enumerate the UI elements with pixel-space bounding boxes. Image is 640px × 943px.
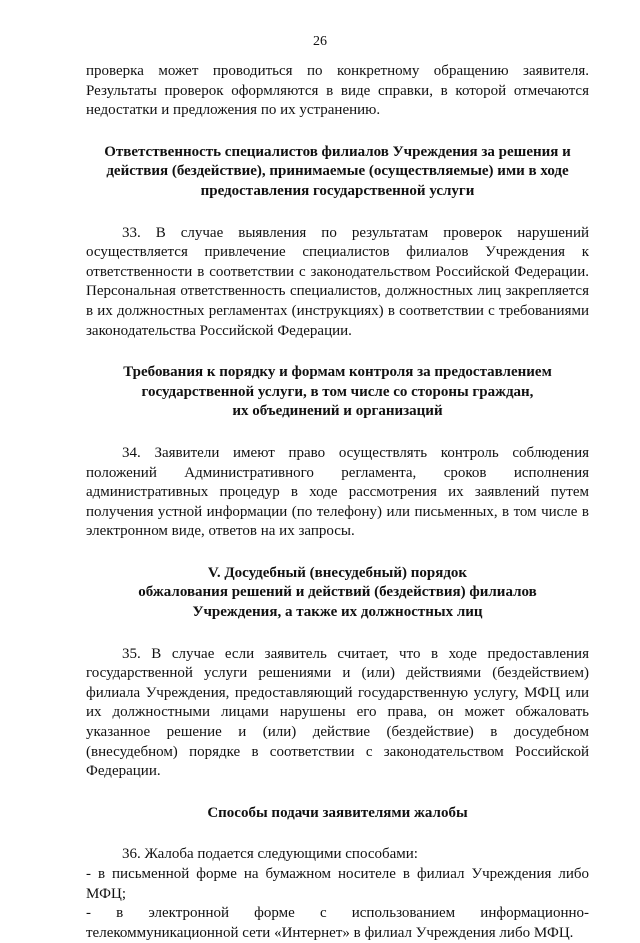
- heading-line: Требования к порядку и формам контроля за предоставлением: [123, 364, 552, 381]
- list-item-electronic: - в электронной форме с использованием информационно-телекоммуникационной сети «Интернет» в филиал Учреждения либо МФЦ.: [86, 905, 589, 941]
- paragraph-36: 36. Жалоба подается следующими способами:: [122, 846, 418, 863]
- heading-complaint-methods: Способы подачи заявителями жалобы: [207, 804, 468, 821]
- paragraph-33: 33. В случае выявления по результатам проверок нарушений осуществляется привлечение специалистов филиалов Учреждения к ответственности в соответствии с законодательством Российской Федерации. Персональная ответственность специалистов, должностных лиц закрепляется в их должностных регламентах (инструкциях) в соответствии с требованиями законодательства Российской Федерации.: [86, 224, 589, 339]
- heading-line: V. Досудебный (внесудебный) порядок: [207, 564, 468, 581]
- heading-line: их объединений и организаций: [232, 403, 443, 420]
- heading-line: государственной услуги, в том числе со стороны граждан,: [141, 383, 534, 400]
- heading-line: обжалования решений и действий (бездействия) филиалов: [138, 584, 537, 601]
- heading-control-requirements: [86, 363, 589, 422]
- heading-line: Учреждения, а также их должностных лиц: [192, 604, 483, 621]
- document-body: [86, 62, 589, 943]
- page-number: 26: [313, 34, 327, 49]
- heading-line: предоставления государственной услуги: [200, 182, 475, 199]
- heading-line: Ответственность специалистов филиалов Учреждения за решения и: [104, 143, 571, 160]
- paragraph-intro: проверка может проводиться по конкретному обращению заявителя. Результаты проверок оформляются в виде справки, в которой отмечаются недостатки и предложения по их устранению.: [86, 63, 589, 119]
- paragraph-35: 35. В случае если заявитель считает, что в ходе предоставления государственной услуги решениями и (или) действиями (бездействием) филиала Учреждения, предоставляющий государственную услугу, МФЦ или их должностными лицами нарушены его права, он может обжаловать указанное решение и (или) действие (бездействие) в досудебном (внесудебном) порядке в соответствии с законодательством Российской Федерации.: [86, 645, 589, 780]
- heading-section-v: [86, 564, 589, 623]
- heading-responsibility: [86, 143, 589, 202]
- paragraph-34: 34. Заявители имеют право осуществлять контроль соблюдения положений Административного регламента, сроков исполнения административных процедур в ходе рассмотрения их заявлений путем получения устной информации (по телефону) или письменных, в том числе в электронном виде, ответов на их запросы.: [86, 444, 589, 540]
- heading-line: действия (бездействие), принимаемые (осуществляемые) ими в ходе: [106, 163, 569, 180]
- list-item-paper: - в письменной форме на бумажном носителе в филиал Учреждения либо МФЦ;: [86, 866, 589, 902]
